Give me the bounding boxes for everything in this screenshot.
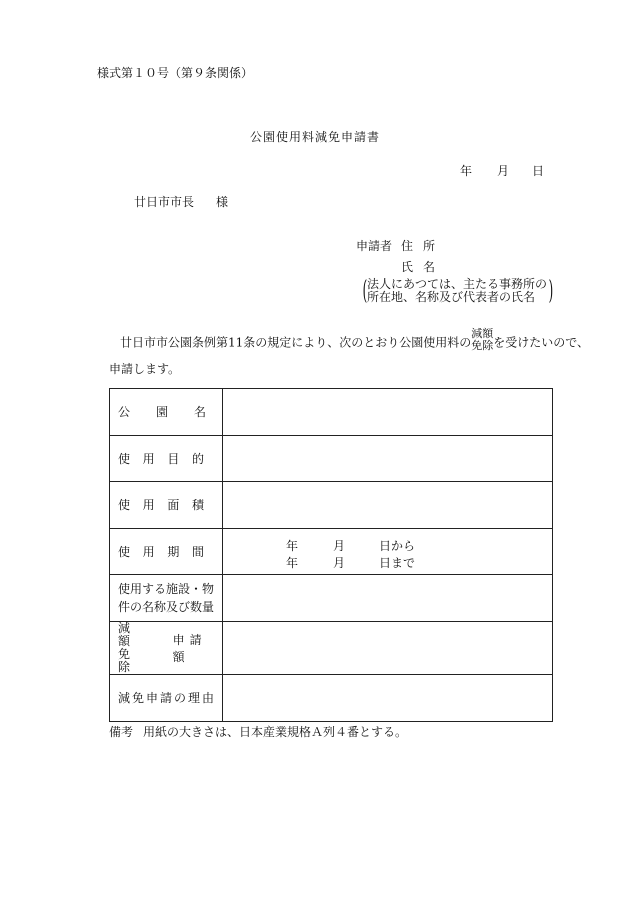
statement-part1: 廿日市市公園条例第11条の規定により、次のとおり公園使用料の	[120, 335, 472, 350]
period-label	[110, 528, 223, 575]
label-char: 期	[167, 545, 180, 560]
period-from-day: 日から	[379, 538, 416, 553]
period-to-day: 日まで	[379, 555, 416, 570]
purpose-field[interactable]	[223, 435, 553, 482]
reason-label	[110, 674, 223, 721]
label-char: 使	[118, 545, 131, 560]
table-row	[110, 482, 553, 529]
application-table	[109, 388, 553, 722]
date-month: 月	[497, 164, 510, 178]
label-char: 用	[142, 545, 155, 560]
applicant-name-label: 氏名	[401, 260, 446, 274]
applicant-label: 申請者	[356, 239, 393, 253]
reduction-option-stack	[471, 328, 493, 352]
table-row	[110, 575, 553, 622]
purpose-label	[110, 435, 223, 482]
table-row	[110, 389, 553, 436]
corporate-note-line2: 所在地、名称及び代表者の氏名	[367, 290, 536, 304]
table-row	[110, 621, 553, 674]
reason-field[interactable]	[223, 674, 553, 721]
label-char: 用	[142, 498, 155, 513]
label-char: 積	[191, 498, 204, 513]
label-char: 用	[142, 451, 155, 466]
table-row	[110, 528, 553, 575]
option-reduction: 減額	[471, 327, 494, 340]
amount-option-reduction: 減額	[118, 620, 141, 648]
table-row	[110, 435, 553, 482]
remarks-label: 備考	[109, 725, 134, 739]
close-paren: )	[548, 276, 554, 306]
facility-field[interactable]	[223, 575, 553, 622]
facility-label	[110, 575, 223, 622]
label-char: 使	[118, 451, 131, 466]
open-paren: (	[362, 276, 368, 306]
area-field[interactable]	[223, 482, 553, 529]
facility-label-line2: 件の名称及び数量	[118, 600, 215, 615]
label-char: 使	[118, 498, 131, 513]
addressee-honorific: 様	[216, 195, 229, 209]
remarks-text: 用紙の大きさは、日本産業規格Ａ列４番とする。	[143, 725, 408, 739]
area-label	[110, 482, 223, 529]
corporate-note-line1: 法人にあつては、主たる事務所の	[367, 277, 548, 291]
period-from-year: 年	[286, 538, 299, 553]
date-year: 年	[460, 164, 473, 178]
label-char: 名	[193, 405, 206, 420]
period-to-year: 年	[286, 555, 299, 570]
corporate-note	[361, 278, 553, 304]
addressee-name: 廿日市市長	[134, 195, 195, 209]
label-char: 公	[118, 405, 131, 420]
label-char: 目	[167, 451, 180, 466]
statement-line2: 申請します。	[109, 362, 181, 376]
label-char: 園	[155, 405, 168, 420]
remarks	[109, 726, 407, 738]
form-number: 様式第１０号（第９条関係）	[97, 66, 254, 80]
statement-part2: を受けたいので、	[493, 335, 590, 350]
applicant-address-label: 住所	[401, 239, 446, 253]
date-day: 日	[532, 164, 545, 178]
reason-label-text: 減免申請の理由	[118, 691, 217, 706]
facility-label-line1: 使用する施設・物	[118, 582, 215, 597]
option-exemption: 免除	[471, 339, 494, 352]
amount-option-exemption: 免除	[118, 646, 141, 674]
amount-label-text: 申請額	[172, 632, 207, 664]
label-char: 間	[191, 545, 204, 560]
statement-line1	[120, 327, 590, 355]
document-title: 公園使用料減免申請書	[249, 130, 380, 144]
amount-label	[110, 621, 223, 674]
amount-option-stack	[118, 622, 161, 674]
park-name-field[interactable]	[223, 389, 553, 436]
addressee	[134, 196, 228, 208]
table-row	[110, 674, 553, 721]
period-field[interactable]	[223, 528, 553, 575]
label-char: 面	[167, 498, 180, 513]
label-char: 的	[191, 451, 204, 466]
period-to-month: 月	[333, 555, 346, 570]
amount-field[interactable]	[223, 621, 553, 674]
period-from-month: 月	[333, 538, 346, 553]
park-name-label	[110, 389, 223, 436]
